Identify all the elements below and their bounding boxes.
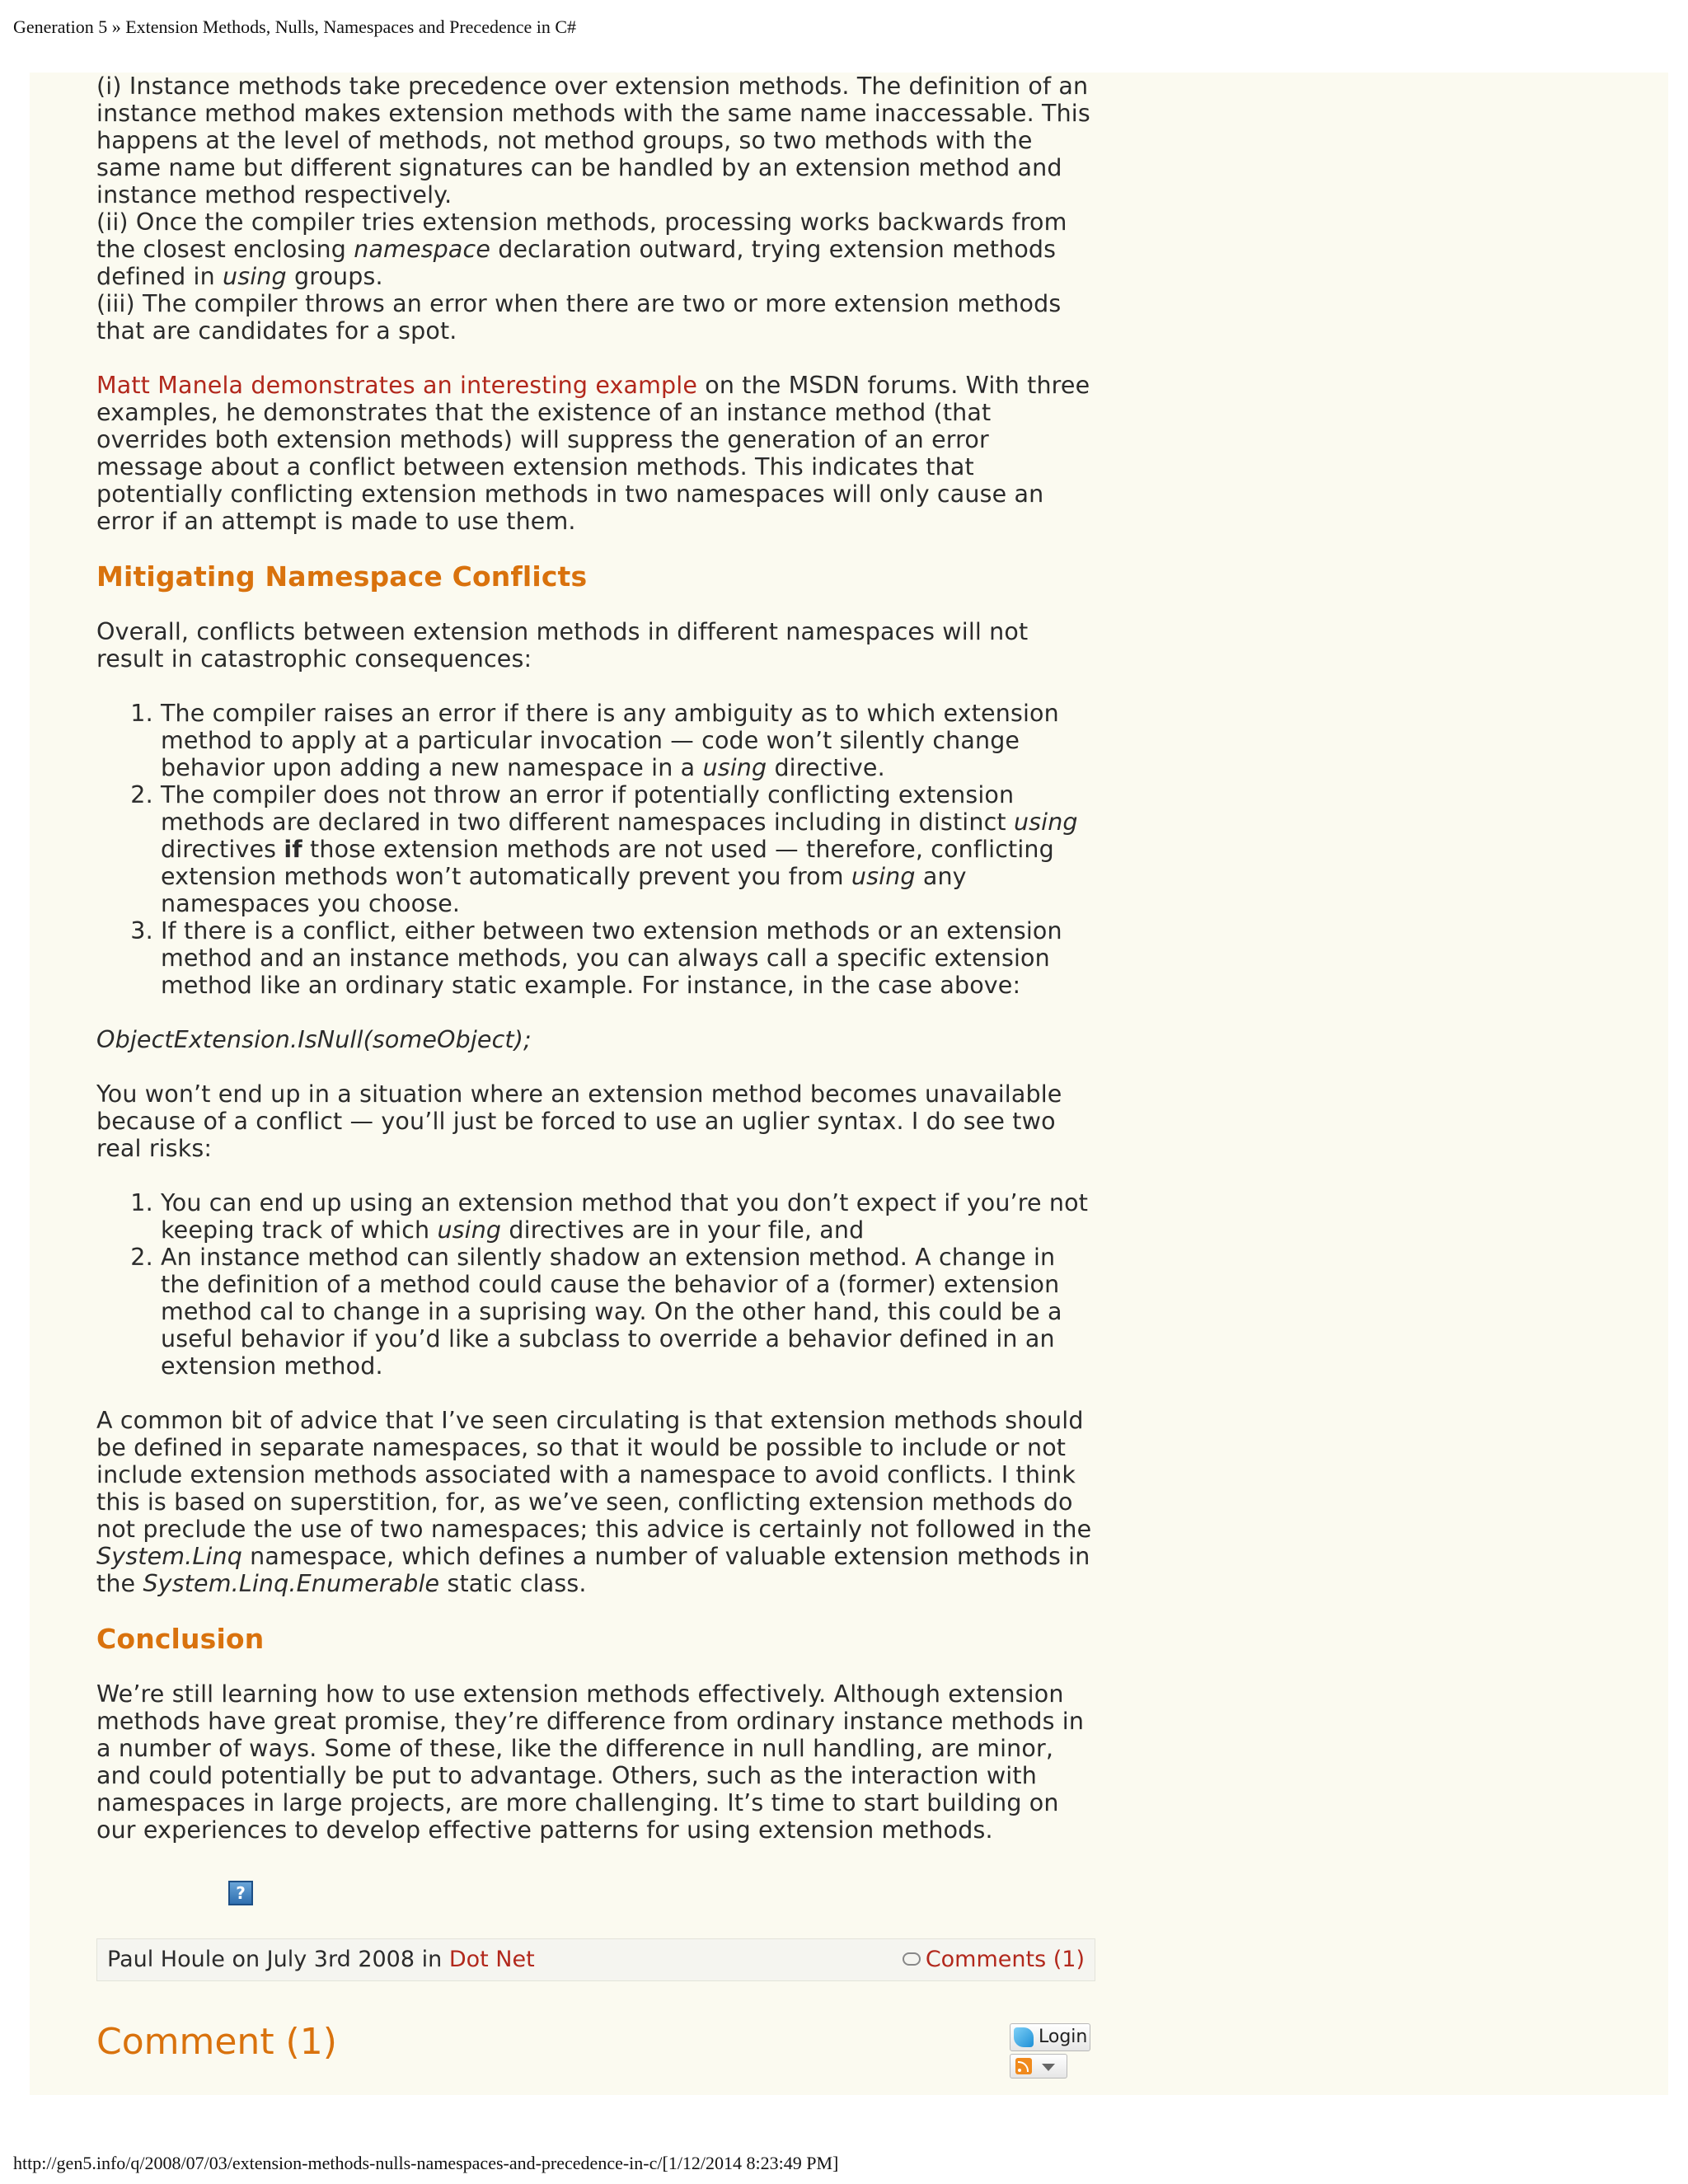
list-item: 1. The compiler raises an error if there is any ambiguity as to which extension method to apply at a particular invocation — code won’t silently change behavior upon adding a new namespace in a using directive. — [161, 700, 1098, 781]
code-example: ObjectExtension.IsNull(someObject); — [96, 1026, 532, 1053]
print-footer-url: http://gen5.info/q/2008/07/03/extension-methods-nulls-namespaces-and-precedence-in-c/[1/12/2014 8:23:49 PM] — [13, 2153, 839, 2173]
login-label: Login — [1039, 2027, 1088, 2047]
risks-list — [96, 1189, 1098, 1380]
comment-bubble-icon — [903, 1952, 921, 1966]
login-button[interactable] — [1010, 2023, 1090, 2051]
comments-link[interactable]: Comments (1) — [925, 1947, 1085, 1972]
rule-2: (ii) Once the compiler tries extension methods, processing works backwards from the closest enclosing namespace declaration outward, trying extension methods defined in using groups. — [96, 209, 1067, 290]
list-item: 2. An instance method can silently shadow an extension method. A change in the definition of a method could cause the behavior of a (former) extension method cal to change in a suprising way. On the other hand, this could be a useful behavior if you’d like a subclass to override a behavior defined in an extension method. — [161, 1244, 1098, 1380]
post-byline: Paul Houle on July 3rd 2008 in Dot Net — [107, 1947, 535, 1972]
chevron-down-icon — [1042, 2064, 1055, 2071]
article-body — [96, 73, 1098, 1844]
list-item: 1. You can end up using an extension method that you don’t expect if you’re not keeping track of which using directives are in your file, and — [161, 1189, 1098, 1244]
advice-paragraph: A common bit of advice that I’ve seen circulating is that extension methods should be defined in separate namespaces, so that it would be possible to include or not include extension methods associated with a namespace to avoid conflicts. I think this is based on superstition, for, as we’ve seen, conflicting extension methods do not preclude the use of two namespaces; this advice is certainly not followed in the System.Linq namespace, which defines a number of valuable extension methods in the System.Linq.Enumerable static class. — [96, 1407, 1092, 1597]
rss-dropdown-button[interactable] — [1010, 2054, 1067, 2079]
conclusion-paragraph: We’re still learning how to use extension methods effectively. Although extension methods have great promise, they’re difference from ordinary instance methods in a number of ways. Some of these, like the difference in null handling, are minor, and could potentially be put to advantage. Others, such as the interaction with namespaces in large projects, are more challenging. It’s time to start building on our experiences to develop effective patterns for using extension methods. — [96, 1680, 1085, 1844]
risks-intro: You won’t end up in a situation where an extension method becomes unavailable because of a conflict — you’ll just be forced to use an uglier syntax. I do see two real risks: — [96, 1080, 1062, 1162]
rss-icon — [1015, 2058, 1032, 2074]
consequences-list — [96, 700, 1098, 999]
comments-count — [903, 1939, 1085, 1980]
manela-example-link[interactable]: Matt Manela demonstrates an interesting example — [96, 372, 698, 399]
comments-heading: Comment (1) — [96, 2021, 337, 2063]
rule-3: (iii) The compiler throws an error when there are two or more extension methods that are candidates for a spot. — [96, 290, 1062, 344]
list-item: 2. The compiler does not throw an error if potentially conflicting extension methods are declared in two different namespaces including in distinct using directives if those extension methods are not used — therefore, conflicting extension methods won’t automatically prevent you from using any namespaces you choose. — [161, 781, 1098, 917]
manela-paragraph: Matt Manela demonstrates an interesting example on the MSDN forums. With three examples, he demonstrates that the existence of an instance method (that overrides both extension methods) will suppress the generation of an error message about a conflict between extension methods. This indicates that potentially conflicting extension methods in two namespaces will only cause an error if an attempt is made to use them. — [96, 372, 1090, 535]
help-icon[interactable]: ? — [228, 1881, 253, 1905]
post-meta-bar — [96, 1938, 1095, 1981]
print-header: Generation 5 » Extension Methods, Nulls, Namespaces and Precedence in C# — [13, 16, 577, 37]
category-link[interactable]: Dot Net — [448, 1947, 535, 1972]
heading-conclusion: Conclusion — [96, 1623, 265, 1655]
list-item: 3. If there is a conflict, either between two extension methods or an extension method and an instance methods, you can always call a specific extension method like an ordinary static example. For instance, in the case above: — [161, 917, 1098, 999]
mitigating-intro: Overall, conflicts between extension methods in different namespaces will not result in catastrophic consequences: — [96, 618, 1029, 673]
login-icon — [1014, 2027, 1034, 2047]
heading-mitigating: Mitigating Namespace Conflicts — [96, 560, 588, 593]
rule-1: (i) Instance methods take precedence over extension methods. The definition of an instance method makes extension methods with the same name inaccessable. This happens at the level of methods, not method groups, so two methods with the same name but different signatures can be handled by an extension method and instance method respectively. — [96, 73, 1090, 209]
